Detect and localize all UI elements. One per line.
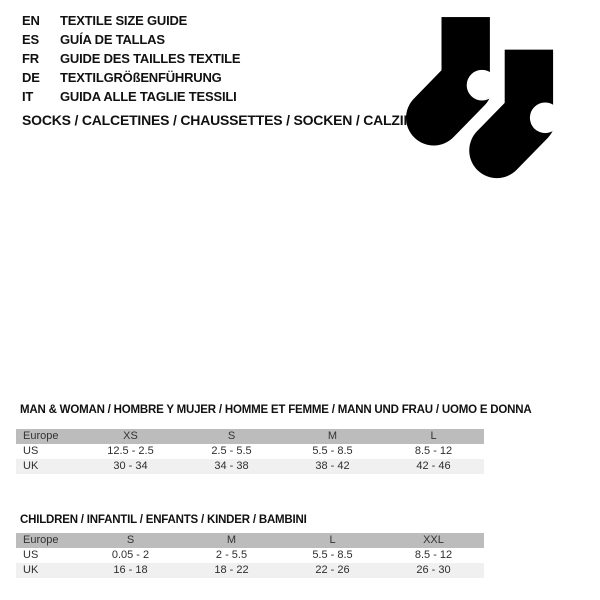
category-title: SOCKS / CALCETINES / CHAUSSETTES / SOCKEN / CALZINI	[22, 112, 418, 128]
language-row	[22, 30, 240, 49]
size-cell: 12.5 - 2.5	[107, 445, 154, 457]
column-header-size: XXL	[383, 533, 484, 548]
column-header-size: XS	[80, 429, 181, 444]
column-header-size: M	[181, 533, 282, 548]
table-title-man-woman: MAN & WOMAN / HOMBRE Y MUJER / HOMME ET FEMME / MANN UND FRAU / UOMO E DONNA	[20, 404, 532, 416]
size-cell: 26 - 30	[383, 563, 484, 578]
size-cell: 2 - 5.5	[215, 549, 248, 561]
language-label: GUIDE DES TAILLES TEXTILE	[60, 51, 241, 66]
region-label: UK	[16, 563, 80, 578]
size-cell: 5.5 - 8.5	[312, 445, 353, 457]
column-header-size: S	[80, 533, 181, 548]
size-cell: 30 - 34	[80, 459, 181, 474]
size-cell: 22 - 26	[282, 563, 383, 578]
table-header-row	[16, 533, 484, 548]
size-cell: 5.5 - 8.5	[312, 549, 353, 561]
table-row-uk	[16, 459, 484, 474]
size-cell: 38 - 42	[282, 459, 383, 474]
language-row	[22, 11, 240, 30]
language-code: FR	[22, 51, 39, 66]
socks-icon-svg	[402, 9, 560, 192]
column-header-size: S	[181, 429, 282, 444]
size-cell: 8.5 - 12	[414, 445, 453, 457]
table-man-woman	[16, 429, 484, 474]
language-label: GUIDA ALLE TAGLIE TESSILI	[60, 89, 237, 104]
size-cell: 0.05 - 2	[111, 549, 150, 561]
size-cell: 16 - 18	[80, 563, 181, 578]
size-cell: 2.5 - 5.5	[211, 445, 252, 457]
size-cell: 42 - 46	[383, 459, 484, 474]
language-code: IT	[22, 89, 34, 104]
region-label: US	[23, 445, 39, 457]
region-label: UK	[16, 459, 80, 474]
language-code: EN	[22, 13, 40, 28]
language-row	[22, 87, 240, 106]
socks-icon	[402, 9, 560, 192]
language-label: TEXTILGRÖßENFÜHRUNG	[60, 70, 222, 85]
column-header-size: L	[282, 533, 383, 548]
table-row-uk	[16, 563, 484, 578]
table-header-row	[16, 429, 484, 444]
table-children	[16, 533, 484, 578]
size-cell: 8.5 - 12	[414, 549, 453, 561]
size-table-man-woman	[16, 404, 532, 474]
table-row-us	[16, 548, 484, 563]
table-row-us	[16, 444, 484, 459]
column-header-size: L	[383, 429, 484, 444]
language-code: DE	[22, 70, 40, 85]
language-list	[22, 11, 240, 106]
column-header-region: Europe	[16, 533, 80, 548]
language-code: ES	[22, 32, 39, 47]
table-title-children: CHILDREN / INFANTIL / ENFANTS / KINDER / BAMBINI	[20, 514, 307, 526]
column-header-size: M	[282, 429, 383, 444]
language-label: GUÍA DE TALLAS	[60, 32, 165, 47]
size-cell: 18 - 22	[181, 563, 282, 578]
language-label: TEXTILE SIZE GUIDE	[60, 13, 188, 28]
size-table-children	[16, 514, 484, 578]
language-row	[22, 49, 240, 68]
language-row	[22, 68, 240, 87]
column-header-region: Europe	[16, 429, 80, 444]
size-cell: 34 - 38	[181, 459, 282, 474]
region-label: US	[23, 549, 39, 561]
